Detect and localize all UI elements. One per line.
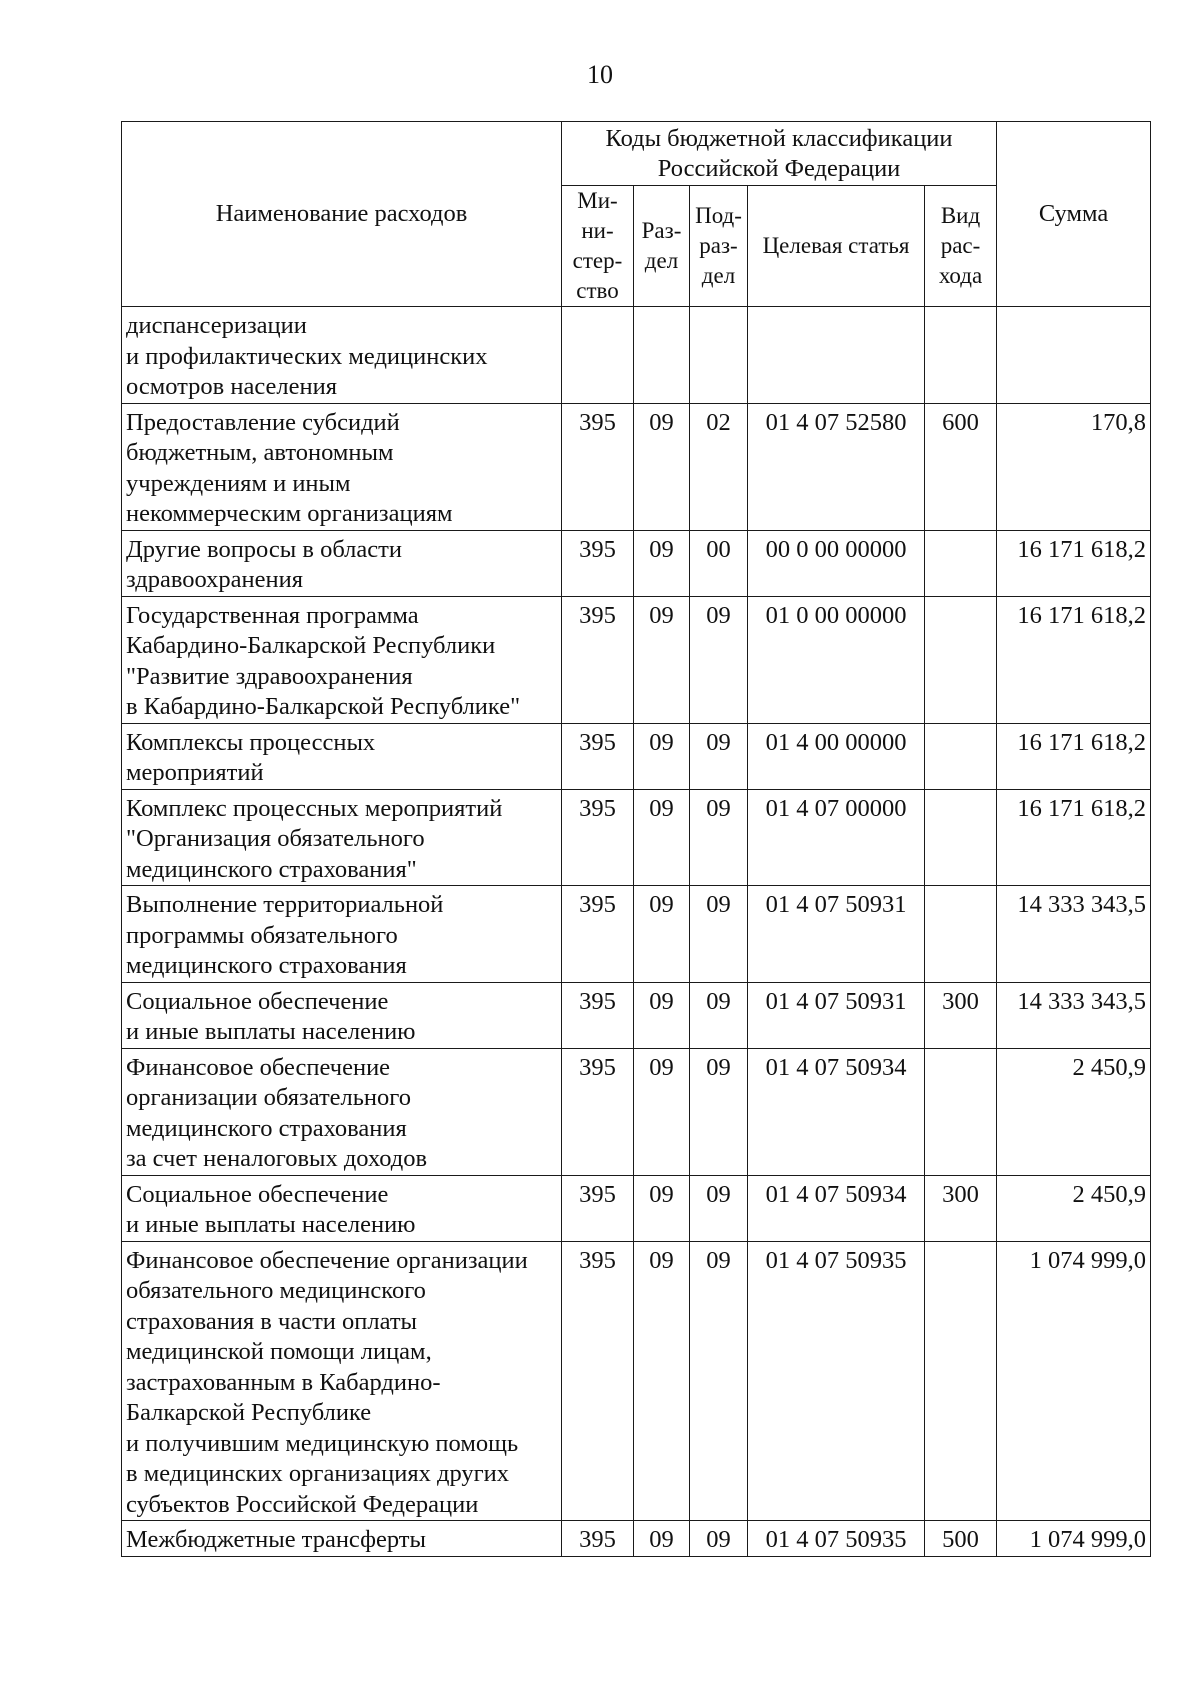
cell-target: 01 4 00 00000 — [748, 723, 925, 789]
cell-subsection: 09 — [690, 1175, 748, 1241]
cell-target: 01 4 07 50931 — [748, 886, 925, 983]
table-row — [122, 596, 1151, 723]
cell-target: 01 4 07 50934 — [748, 1175, 925, 1241]
table-row — [122, 1241, 1151, 1521]
cell-sum: 170,8 — [997, 403, 1151, 530]
cell-name: Комплекс процессных мероприятий "Организация обязательного медицинского страхования" — [122, 789, 562, 886]
cell-expense-type — [925, 307, 997, 404]
cell-sum: 16 171 618,2 — [997, 530, 1151, 596]
cell-section: 09 — [634, 1048, 690, 1175]
cell-expense-type: 300 — [925, 982, 997, 1048]
budget-table — [121, 121, 1151, 1557]
cell-subsection: 09 — [690, 1521, 748, 1557]
cell-target: 01 4 07 50934 — [748, 1048, 925, 1175]
header-codes-group: Коды бюджетной классификации Российской Федерации — [562, 122, 997, 186]
cell-ministry: 395 — [562, 723, 634, 789]
cell-name: Другие вопросы в области здравоохранения — [122, 530, 562, 596]
cell-target: 01 4 07 50931 — [748, 982, 925, 1048]
table-row — [122, 886, 1151, 983]
cell-expense-type — [925, 1048, 997, 1175]
cell-name: Предоставление субсидий бюджетным, автономным учреждениям и иным некоммерческим организациям — [122, 403, 562, 530]
cell-ministry: 395 — [562, 886, 634, 983]
cell-section: 09 — [634, 886, 690, 983]
cell-sum — [997, 307, 1151, 404]
cell-expense-type — [925, 789, 997, 886]
cell-ministry — [562, 307, 634, 404]
cell-subsection: 00 — [690, 530, 748, 596]
cell-section — [634, 307, 690, 404]
cell-section: 09 — [634, 596, 690, 723]
cell-subsection — [690, 307, 748, 404]
cell-ministry: 395 — [562, 1175, 634, 1241]
cell-subsection: 09 — [690, 723, 748, 789]
cell-sum: 2 450,9 — [997, 1048, 1151, 1175]
cell-name: Межбюджетные трансферты — [122, 1521, 562, 1557]
table-row — [122, 723, 1151, 789]
cell-sum: 1 074 999,0 — [997, 1521, 1151, 1557]
cell-ministry: 395 — [562, 403, 634, 530]
cell-ministry: 395 — [562, 789, 634, 886]
table-row — [122, 307, 1151, 404]
cell-name: Выполнение территориальной программы обязательного медицинского страхования — [122, 886, 562, 983]
cell-sum: 1 074 999,0 — [997, 1241, 1151, 1521]
cell-subsection: 09 — [690, 1048, 748, 1175]
cell-ministry: 395 — [562, 596, 634, 723]
table-row — [122, 1521, 1151, 1557]
cell-subsection: 09 — [690, 789, 748, 886]
cell-target: 01 0 00 00000 — [748, 596, 925, 723]
cell-name: Финансовое обеспечение организации обязательного медицинского страхования в части оплаты медицинской помощи лицам, застрахованным в Кабардино- Балкарской Республике и получившим медицинскую помощь в медицинских организациях других субъектов Российской Федерации — [122, 1241, 562, 1521]
cell-subsection: 09 — [690, 596, 748, 723]
table-row — [122, 789, 1151, 886]
cell-name: диспансеризации и профилактических медицинских осмотров населения — [122, 307, 562, 404]
header-expense-type: Вид рас- хода — [925, 186, 997, 307]
cell-name: Социальное обеспечение и иные выплаты населению — [122, 1175, 562, 1241]
cell-expense-type — [925, 1241, 997, 1521]
cell-ministry: 395 — [562, 1048, 634, 1175]
cell-name: Финансовое обеспечение организации обязательного медицинского страхования за счет неналоговых доходов — [122, 1048, 562, 1175]
cell-section: 09 — [634, 1175, 690, 1241]
cell-expense-type: 300 — [925, 1175, 997, 1241]
cell-target: 00 0 00 00000 — [748, 530, 925, 596]
header-sum-column: Сумма — [997, 122, 1151, 307]
cell-expense-type — [925, 886, 997, 983]
cell-section: 09 — [634, 1521, 690, 1557]
cell-sum: 2 450,9 — [997, 1175, 1151, 1241]
cell-expense-type: 600 — [925, 403, 997, 530]
cell-ministry: 395 — [562, 1521, 634, 1557]
cell-name: Социальное обеспечение и иные выплаты населению — [122, 982, 562, 1048]
table-row — [122, 982, 1151, 1048]
cell-section: 09 — [634, 403, 690, 530]
cell-target: 01 4 07 52580 — [748, 403, 925, 530]
table-row — [122, 1175, 1151, 1241]
cell-subsection: 02 — [690, 403, 748, 530]
header-target: Целевая статья — [748, 186, 925, 307]
cell-name: Комплексы процессных мероприятий — [122, 723, 562, 789]
cell-expense-type — [925, 530, 997, 596]
table-row — [122, 530, 1151, 596]
cell-target — [748, 307, 925, 404]
cell-expense-type: 500 — [925, 1521, 997, 1557]
cell-target: 01 4 07 00000 — [748, 789, 925, 886]
cell-subsection: 09 — [690, 886, 748, 983]
cell-sum: 16 171 618,2 — [997, 596, 1151, 723]
cell-section: 09 — [634, 1241, 690, 1521]
header-subsection: Под- раз- дел — [690, 186, 748, 307]
cell-ministry: 395 — [562, 1241, 634, 1521]
cell-expense-type — [925, 723, 997, 789]
table-row — [122, 403, 1151, 530]
header-section: Раз- дел — [634, 186, 690, 307]
cell-subsection: 09 — [690, 982, 748, 1048]
cell-target: 01 4 07 50935 — [748, 1521, 925, 1557]
table-body — [122, 307, 1151, 1557]
cell-sum: 14 333 343,5 — [997, 886, 1151, 983]
cell-section: 09 — [634, 530, 690, 596]
cell-target: 01 4 07 50935 — [748, 1241, 925, 1521]
header-name-column: Наименование расходов — [122, 122, 562, 307]
table-row — [122, 1048, 1151, 1175]
cell-expense-type — [925, 596, 997, 723]
cell-sum: 14 333 343,5 — [997, 982, 1151, 1048]
cell-sum: 16 171 618,2 — [997, 723, 1151, 789]
cell-ministry: 395 — [562, 982, 634, 1048]
cell-sum: 16 171 618,2 — [997, 789, 1151, 886]
header-ministry: Ми- ни- стер- ство — [562, 186, 634, 307]
cell-ministry: 395 — [562, 530, 634, 596]
page-number: 10 — [587, 60, 613, 89]
cell-name: Государственная программа Кабардино-Балкарской Республики "Развитие здравоохранения в Кабардино-Балкарской Республике" — [122, 596, 562, 723]
cell-section: 09 — [634, 789, 690, 886]
cell-section: 09 — [634, 982, 690, 1048]
cell-section: 09 — [634, 723, 690, 789]
cell-subsection: 09 — [690, 1241, 748, 1521]
